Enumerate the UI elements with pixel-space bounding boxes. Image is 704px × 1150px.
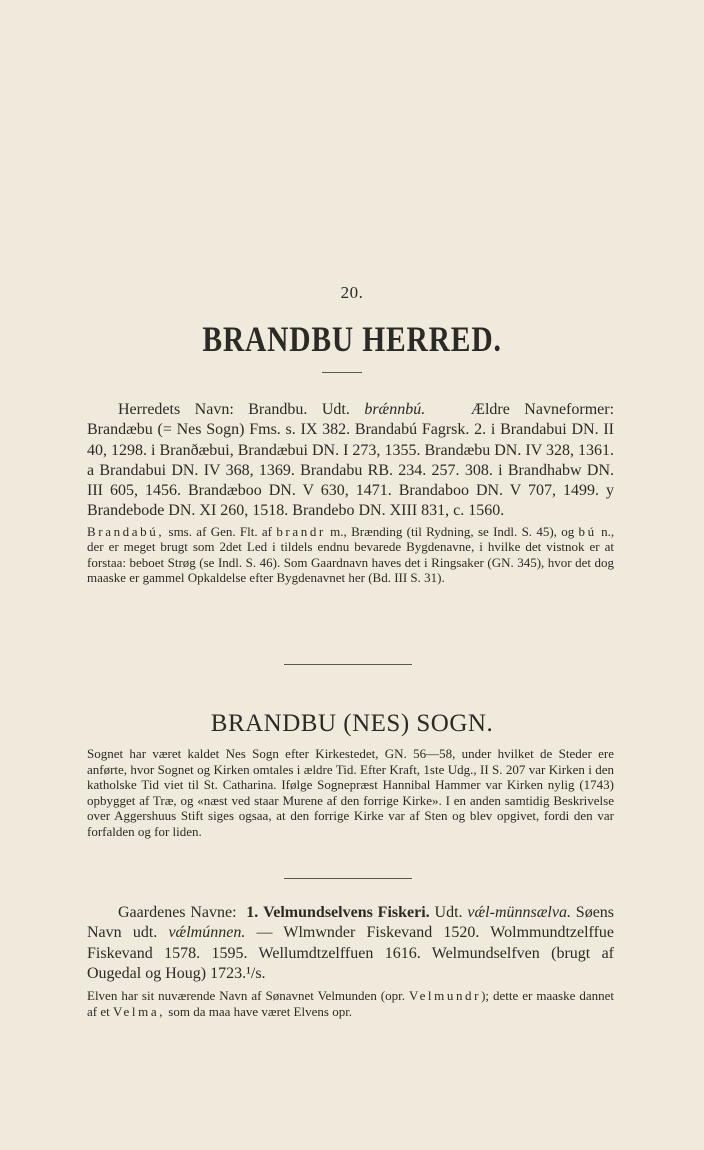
note-word-2: Velma, [112,1003,166,1019]
sogn-heading: BRANDBU (NES) SOGN. [210,710,494,737]
gaard-paragraph [87,903,614,984]
udt-label: Udt. [434,904,463,921]
herred-label: Herredets Navn: [118,401,234,418]
herred-section [87,400,614,586]
divider [284,878,412,879]
gaard-name: Velmundselvens Fiskeri. [263,904,430,921]
divider [284,664,412,665]
etym-text-2: m., Brænding (til Rydning, se Indl. S. 45), og [330,523,575,539]
divider [322,372,362,373]
chapter-heading: BRANDBU HERRED. [202,319,502,359]
pronunciation: brǽnnbú. [364,401,426,418]
soens-label: Søens Navn udt. [87,904,615,942]
herred-paragraph [87,400,614,522]
etym-word-2: brandr [276,523,326,539]
etym-text-3: n., der er meget brugt som 2det Led i tildels endnu bevarede Bygdenavne, i hvilke det vistnok er at forstaa: beboet Strøg (se Indl. S. 46). Som Gaardnavn haves det i Ringsaker (GN. 345), hvor det dog maaske er gammel Opkaldelse efter Bygdenavnet her (Bd. III S. 31). [87,523,615,586]
gaard-forms: — Wlmwnder Fiskevand 1520. Wolmmundtzelffue Fiskevand 1578. 1595. Wellumdtzelffuen 1616. Welmundselfven (brugt af Ougedal og Houg) 1723.¹/s. [87,924,615,982]
etym-text-1: sms. af Gen. Flt. af [168,523,273,539]
herred-name: Brandbu. [248,401,308,418]
sogn-text: Sognet har været kaldet Nes Sogn efter Kirkestedet, GN. 56—58, under hvilket de Steder ere anførte, hvor Sognet og Kirken omtales i ældre Tid. Efter Kraft, 1ste Udg., II S. 207 var Kirken i den katholske Tid viet til St. Catharina. Ifølge Sognepræst Hannibal Hammer var Kirken nylig (1743) opbygget af Træ, og «næst ved staar Murene af den forrige Kirke». I en anden samtidig Beskrivelse over Aggershuus Stift siges ogsaa, at den forrige Kirke var af Sten og blev opgivet, fordi den var forfalden og for liden. [87,746,614,839]
udt-label: Udt. [321,401,350,418]
sogn-section [87,746,614,839]
gaard-pronunciation: vǽl-münnsælva. [467,904,571,921]
etym-word-1: Brandabú, [87,523,165,539]
note-word-1: Velmundr [409,988,482,1004]
gaard-label: Gaardenes Navne: [118,904,237,921]
gaard-note: Elven har sit nuværende Navn af Sønavnet Velmunden (opr. Velmundr); dette er maaske dannet af et Velma, som da maa have været Elvens opr. [87,988,615,1019]
etym-word-3: bú [578,523,597,539]
etymology-note [87,524,614,586]
soens-pronunciation: vǽlmúnnen. [168,924,246,942]
page-number: 20. [340,283,364,302]
gaard-number: 1. [246,904,259,921]
gaard-section [87,903,614,1019]
older-forms: Ældre Navneformer: Brandæbu (= Nes Sogn) Fms. s. IX 382. Brandabú Fagrsk. 2. i Brandabui DN. II 40, 1298. i Branðæbui, Brandæbui DN. I 273, 1355. Brandæbu DN. IV 328, 1361. a Brandabui DN. IV 368, 1369. Brandabu RB. 234. 257. 308. i Brandhabw DN. III 605, 1456. Brandæboo DN. V 630, 1471. Brandaboo DN. V 707, 1499. y Brandebode DN. XI 260, 1518. Brandebo DN. XIII 831, c. 1560. [87,401,615,520]
